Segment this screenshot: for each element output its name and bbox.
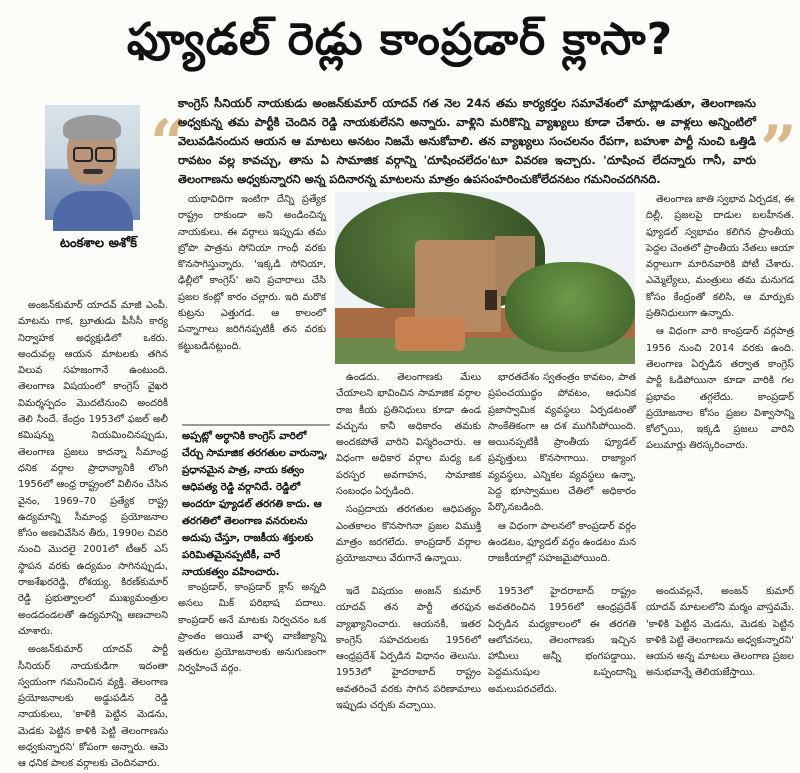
author-photo [45,105,140,220]
fort-ruins-photo [335,192,635,364]
byline: టంకశాల అశోక్ [60,236,138,251]
column-4-para-1: ఉండదు. తెలంగాణకు మేలు చేయాలని భావించిన సామాజిక వర్గాల రాజ కీయ ప్రతినిధులు కూడా ఉండ వచ్చును కానీ అధికారం తమకు అందకపోతే వారిని విస్మరించారు. ఆ విధంగా అధికార వర్గాల మధ్య ఒక పరస్పర అవగాహన, సామాజిక సంబంధం ఏర్పడింది. [336,372,481,498]
open-quote-icon: “ [150,106,187,181]
headline: ఫ్యూడల్ రెడ్లు కాంప్రడార్ క్లాసా? [126,14,674,65]
column-1-para-1: అంజన్‌కుమార్ యాదవ్ మాజీ ఎంపీ. మాటను గాక, బ్రూతుడు పీసీసీ కార్య నిర్వాహక అధ్యక్షుడిలో ఒకరు. అందువల్ల ఆయన మాటలకు తగిన విలువ సహజంగానే ఉంటుంది. తెలంగాణ విషయంలో కాంగ్రెస్ వైఖరి విమర్శస్పదం మొదటినుంచి అందరికీ తెలి సిందే. కేంద్రం 1953లో ఫజల్ అలీ కమిషన్ను నియమించినప్పుడు, తెలంగాణ ప్రజలు కాదన్నా సీమాంధ్ర ధనిక వర్గాల ప్రాధాన్యానికి లొంగి 1956లో ఆంధ్ర రాష్ట్రంలో విలీనం చేసిన వైనం, 1969–70 ప్రత్యేక రాష్ట్ర ఉద్యమాన్ని సీమాంధ్ర ప్రయోజనాల కోసం అణచివేసిన తీరు, 1990ల చివరి నుంచి మొదలై 2001లో టీఆర్ ఎస్ స్థాపన వరకు ఉద్యమం సాగినప్పుడు, రాజశేఖరరెడ్డి, రోశయ్య, కిరణ్‌కుమార్ రెడ్డి ప్రభుత్వాలలో ముఖ్యమంత్రుల అండదండలతో ఉద్యమాన్ని అణచాలని చూశారు. [18,300,168,637]
column-4 [336,370,481,584]
column-6-para-1: తెలంగాణ జాతి స్వభావ ఏర్పడక, ఈ దిల్లీ, ప్రజలపై దాడుల బలహీనత. ఫ్యూడల్ స్వభావం కలిగిన ప్రాంతీయ పెద్దల చెంతలో ప్రాంతీయ నేతలు ఆయా వర్గాలుగా మారినవారికి పోటీ చేశారు. ఎమ్మెల్యేలు, మంత్రులు తమ మనుగడ కోసం కేంద్రంతో కలిసి, ఆ మార్పుకు ప్రతినిధులుగా ఉన్నారు. [646,194,794,320]
column-9 [488,584,636,716]
column-8 [336,584,481,716]
column-10 [646,584,794,716]
column-6-para-2: ఆ విధంగా వారి కాంప్రడార్ వర్గపాత్ర 1956 నుంచి 2014 వరకు ఉంది. తెలంగాణ ఏర్పడిన తర్వాత కాంగ్రెస్ పార్టీ ఓడిపోయినా కూడా వారికి గల ప్రభావం తగ్గలేదు. కాంప్రడార్ ప్రయోజనాల కోసం ప్రజల విశ్వాసాన్ని కోల్పోయి, ఇక్కడి ప్రజలు వారిని పలుమార్లు తిరస్కరించారు. [646,326,794,452]
column-6 [646,192,794,580]
column-9-para-1: 1953లో హైదరాబాద్ రాష్ట్రం అవతరించిన 1956లో ఆంధ్రప్రదేశ్ ఏర్పడిన మధ్యకాలంలో ఈ తరగతి ఆలోచనలు, తెలంగాణకు ఇచ్చిన హామీలు అన్నీ భంగపడ్డాయి. పెద్దమనుషుల ఒప్పందాన్ని అమలుపరచలేదు. [488,586,636,695]
column-8-para-1: ఇదే విషయం అంజన్ కుమార్ యాదవ్ తన పార్టీ తరఫున వ్యాఖ్యానించారు. ఆయనకీ, ఇతర కాంగ్రెస్ సహచరులకు 1956లో ఆంధ్రప్రదేశ్ ఏర్పడిన విధానం తెలుసు. 1953లో హైదరాబాద్ రాష్ట్రం ఆవతరించే వరకు సాగిన పరిణామాలు ఇప్పుడు చర్చకు వచ్చాయి. [336,586,481,712]
column-1 [18,298,168,770]
column-5 [488,370,636,584]
column-10-para-1: అందువల్లనే, అంజన్ కుమార్ యాదవ్ మాటలలోని మర్మం వాస్తవమే. 'కాళికి పెట్టిన మెడను, మెడకు పెట్టిన కాళికి పెట్టి తెలంగాణను అధ్వకున్నారని' ఆయన అన్న మాటలు తెలంగాణ ప్రజల అనుభవాన్నే తెలియజేస్తాయి. [646,586,794,679]
pull-quote: కాంగ్రెస్ సీనియర్ నాయకుడు అంజన్‌కుమార్ యాదవ్ గత నెల 24న తమ కార్యకర్తల సమావేశంలో మాట్లాడుతూ, తెలంగాణను అధ్వకున్న తమ పార్టీకి చెందిన రెడ్డి నాయకులేనని అన్నారు. వాళ్లిని మరికొన్ని వ్యాఖ్యలు కూడా చేశారు. ఆ వాళ్లలు అన్నింటిలో వెలువడినందున ఆయన ఆ మాటలు అనటం నిజమే అనుకోవాలి. తన వ్యాఖ్యలు సంచలనం రేపగా, బహుశా పార్టీ నుంచి ఒత్తిడి రావటం వల్ల కావచ్చు, తాను ఏ సామాజిక వర్గాన్ని 'దూషించలేదం'టూ వివరణ ఇచ్చారు. 'దూషించ లేదన్నారు గానీ, వారు తెలంగాణను అధ్వకున్నారని అన్న పదినారన్న మాటలను మాత్రం ఉపసంహరించుకోలేదనటం గమనించదగినది. [178,96,756,186]
column-7 [178,580,326,716]
column-4-para-2: సంప్రదాయ తరగతుల ఆధిపత్యం ఎంతకాలం కొనసాగినా ప్రజల విముక్తి మాత్రం జరగలేదు. కాంప్రడార్ వర్గాల ప్రయోజనాలు వేరుగానే ఉన్నాయి. [336,504,481,565]
column-2-para-1: యథావిధిగా ఇంటిగా దేన్ని ప్రత్యేక రాష్ట్రం రాకుండా అని అండించిన్న నాయకులు. ఈ వర్గాలు ఇప్పుడు తమ బ్రోపొ పాత్రను సోనియా గాంధీ వరకు కొనసాగిస్తున్నారు. 'ఇక్కడి సోనియా, ఢిల్లీలో కాంగ్రెస్' అని ప్రచారాలు చేసి ప్రజల కంట్లో కారం చల్లారు. ఇది మరొక కుట్రను ఎత్తుగడ. ఆ కాలంలో పన్నాగాలు జరిగినప్పటికీ తన వరకు కట్టుబడినట్లుంది. [178,194,326,352]
column-1-para-2: అంజన్‌కుమార్ యాదవ్ పార్టీ సీనియర్ నాయకుడిగా ఇదంతా స్వయంగా గమనించిన వ్యక్తి. తెలంగాణ ప్రయోజనాలకు అడ్డుపడిన రెడ్డి నాయకులు, 'కాళికి పెట్టిన మెడను, మెడకు పెట్టిన కాళికి పెట్టి తెలంగాణను అధ్వకున్నారని' కోపంగా అన్నారు. ఆమె ఆ ధనిక పాలక వర్గాలకు చెందినవారు. [18,644,168,770]
column-7-para-1: కాంప్రడార్, కాంప్రడార్ క్లాస్ అన్నది అసలు మిక్ పరిభాష పదాలు. కాంప్రడార్ అనే మాటకు నిర్వచనం ఒక ప్రాంతం అయితే వాళ్ళ వాణిజ్యాన్ని ఇతరుల ప్రయోజనాలకు అనుగుణంగా నిర్వహించే వర్గం. [178,582,326,675]
close-quote-icon: ” [760,112,797,187]
highlight-box: అప్పట్లో అర్ధానికి కాంగ్రెస్ వారిలో చేర్చు సామాజిక తరగతుల వారున్నా, ప్రధానమైన పాత్ర, నాయ కత్వం ఆధిపత్య రెడ్డి వర్గానిదే. రెడ్డిలో అందరూ ఫ్యూడల్ తరగతి కాదు. ఆ తరగతిలో తెలంగాణ వనరులను అదుపు చేస్తూ, రాజకీయ శక్తులకు పరిమితమైనప్పటికీ, వారే నాయకత్వం వహించారు. [182,424,330,588]
column-5-para-2: ఆ విధంగా పాలనలో కాంప్రడార్ వర్గం ఉండటం, ఫ్యూడల్ వర్గం ఉండటం మన రాజకీయాల్లో సహజమైపోయింది. [488,520,636,565]
column-5-para-1: భారతదేశం స్వతంత్రం కావటం, పాత ప్రపంచయుద్ధం పోవటం, ఆధునిక ప్రజాస్వామిక వ్యవస్థలు ఏర్పడటంతో సాంకేతికంగా ఆ దశ ముగిసిపోయింది. అయినప్పటికీ ప్రాంతీయ ఫ్యూడల్ ప్రవృత్తులు కొనసాగాయి. రాజ్యాంగ వ్యవస్థలు, ఎన్నికల వ్యవస్థలు ఉన్నా, పెద్ద భూస్వాముల చేతిలో అధికారం పేర్కొనబడింది. [488,372,636,514]
